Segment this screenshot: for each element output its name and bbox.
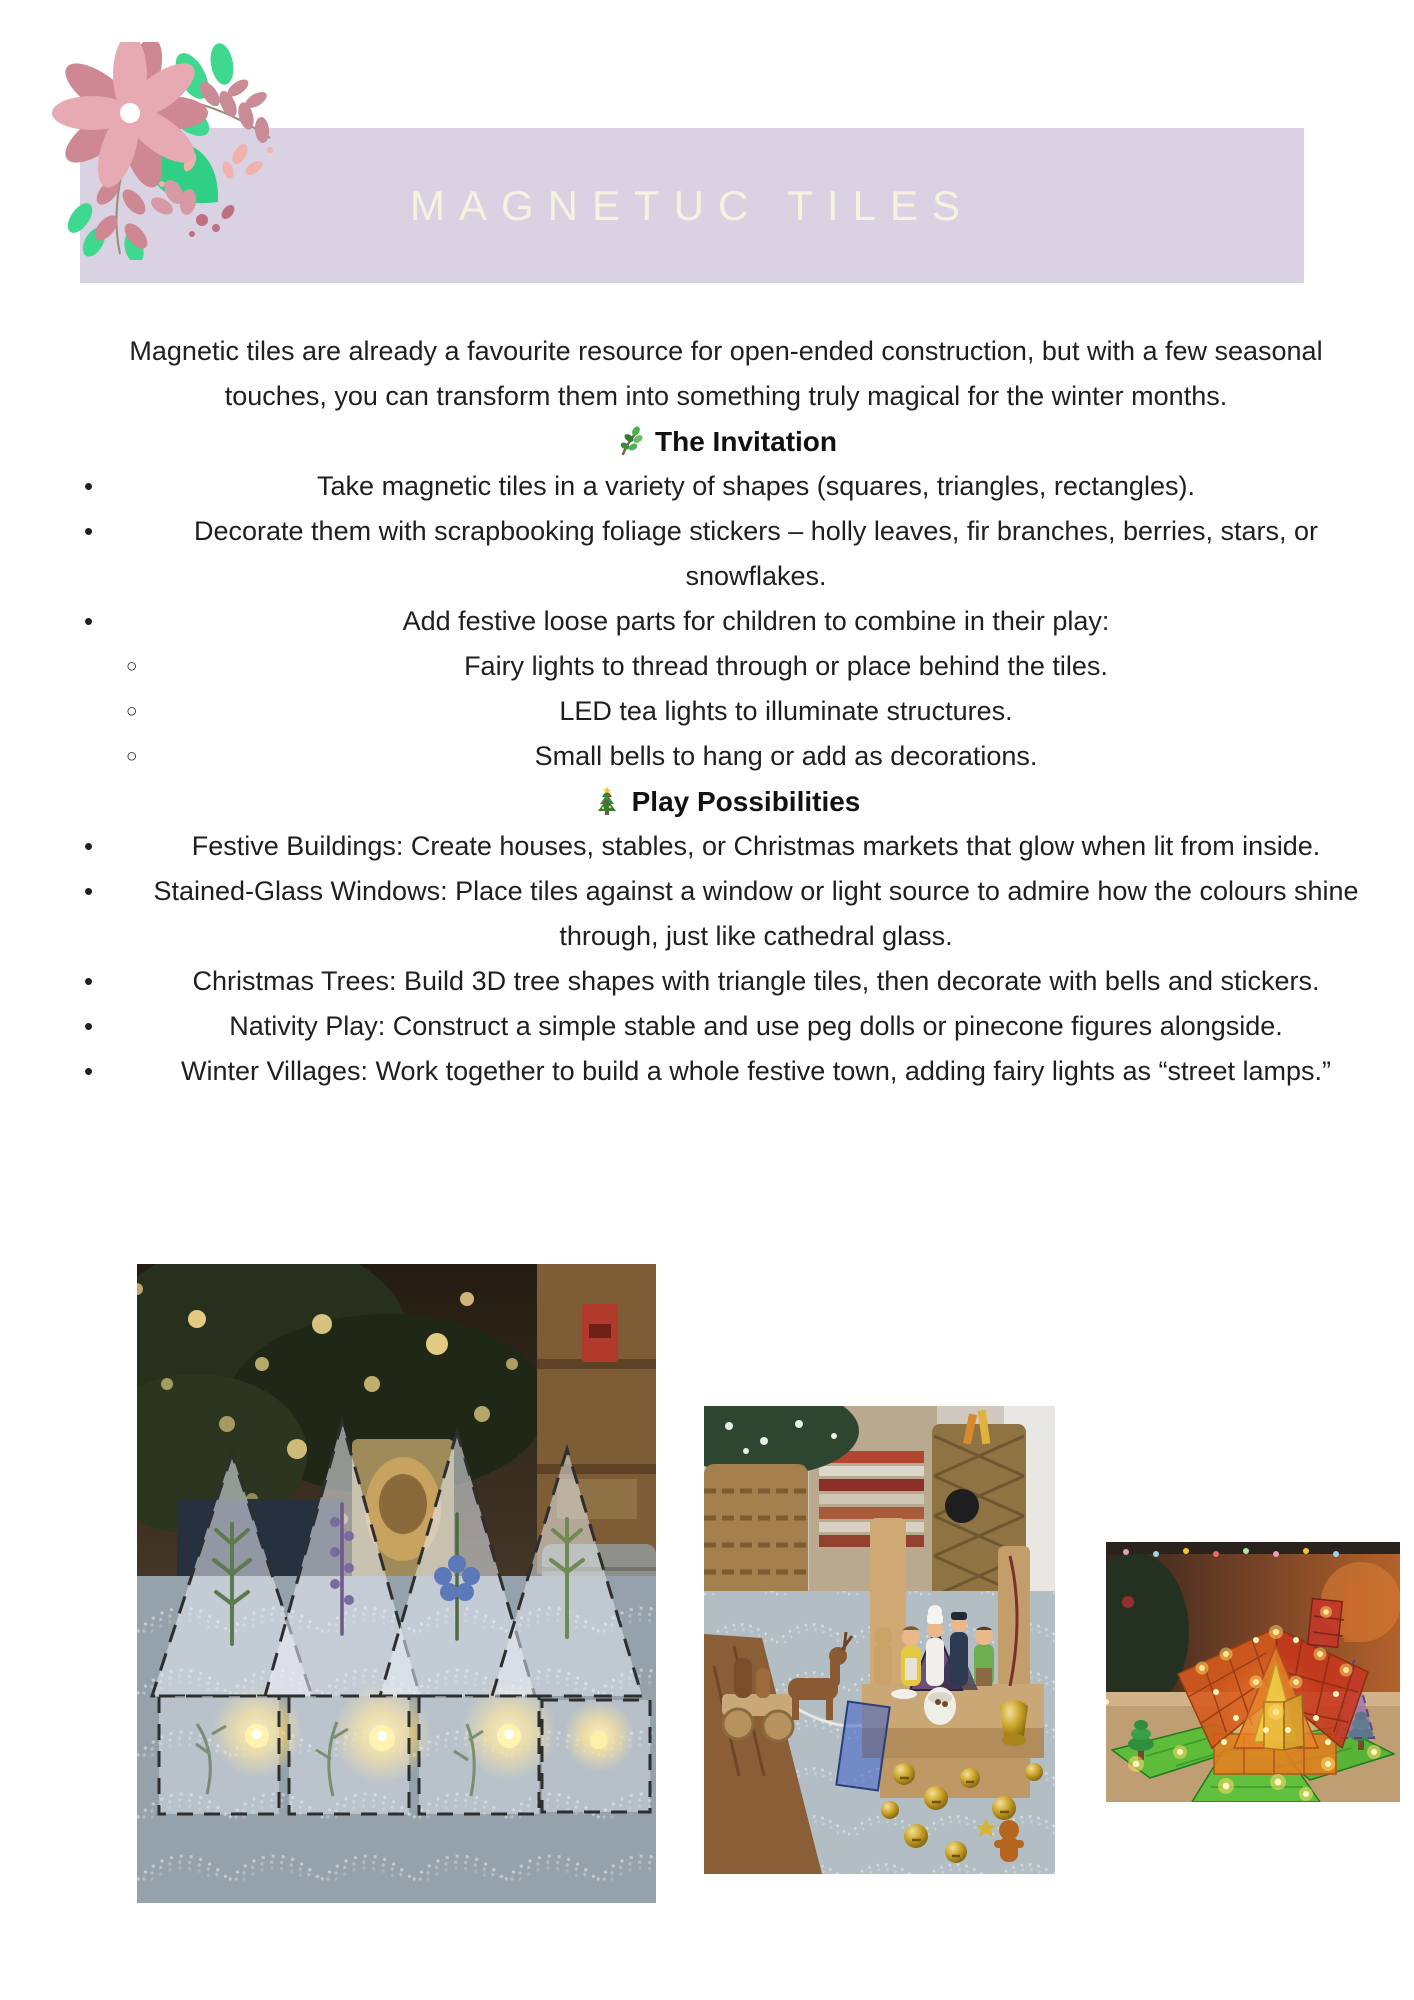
photo-glowing-tile-house bbox=[1106, 1542, 1400, 1802]
bullet-marker: • bbox=[84, 516, 94, 546]
intro-paragraph: Magnetic tiles are already a favourite resource for open-ended construction, but with a few seasonal touches, you can transform them into something truly magical for the winter months. bbox=[129, 336, 1323, 411]
body-text bbox=[80, 283, 1372, 1094]
herb-sprig-icon bbox=[615, 426, 645, 456]
list-item bbox=[80, 1049, 1372, 1094]
section-heading-text: The Invitation bbox=[655, 426, 837, 457]
bullet-marker: • bbox=[84, 1011, 94, 1041]
list-item bbox=[80, 869, 1372, 959]
list-item bbox=[80, 644, 1372, 689]
list-item bbox=[80, 734, 1372, 779]
list-item-text: Stained-Glass Windows: Place tiles against a window or light source to admire how the colours shine through, just like cathedral glass. bbox=[153, 876, 1359, 951]
list-item-text: Decorate them with scrapbooking foliage stickers – holly leaves, fir branches, berries, stars, or snowflakes. bbox=[194, 516, 1318, 591]
section-heading-play-possibilities bbox=[80, 779, 1372, 824]
list-item-text: Add festive loose parts for children to combine in their play: bbox=[402, 606, 1110, 636]
list-item-text: Winter Villages: Work together to build a whole festive town, adding fairy lights as “street lamps.” bbox=[180, 1056, 1332, 1086]
list-item bbox=[80, 689, 1372, 734]
list-item-text: Festive Buildings: Create houses, stables, or Christmas markets that glow when lit from inside. bbox=[191, 831, 1321, 861]
list-item bbox=[80, 824, 1372, 869]
list-item-text: Small bells to hang or add as decorations. bbox=[534, 741, 1038, 771]
list-item-text: LED tea lights to illuminate structures. bbox=[559, 696, 1013, 726]
bullet-marker: • bbox=[84, 606, 94, 636]
bullet-marker: • bbox=[84, 471, 94, 501]
list-item-text: Fairy lights to thread through or place behind the tiles. bbox=[464, 651, 1108, 681]
photo-pressed-flower-tiles bbox=[137, 1264, 656, 1903]
page-title: MAGNETUC TILES bbox=[410, 181, 974, 229]
section-heading-invitation bbox=[80, 419, 1372, 464]
photo-block-nativity-bells bbox=[704, 1406, 1055, 1874]
list-item bbox=[80, 464, 1372, 509]
list-item-text: Take magnetic tiles in a variety of shapes (squares, triangles, rectangles). bbox=[317, 471, 1195, 501]
list-item bbox=[80, 509, 1372, 599]
list-item-text: Nativity Play: Construct a simple stable and use peg dolls or pinecone figures alongside. bbox=[229, 1011, 1283, 1041]
circle-marker: ○ bbox=[126, 746, 138, 767]
list-item bbox=[80, 1004, 1372, 1049]
bullet-marker: • bbox=[84, 831, 94, 861]
list-item-text: Christmas Trees: Build 3D tree shapes with triangle tiles, then decorate with bells and stickers. bbox=[192, 966, 1320, 996]
list-item bbox=[80, 599, 1372, 644]
christmas-tree-icon bbox=[592, 786, 622, 816]
floral-corner-decoration bbox=[42, 42, 282, 260]
circle-marker: ○ bbox=[126, 656, 138, 677]
list-item bbox=[80, 959, 1372, 1004]
section-heading-text: Play Possibilities bbox=[631, 786, 861, 817]
bullet-marker: • bbox=[84, 966, 94, 996]
bullet-marker: • bbox=[84, 876, 94, 906]
bullet-marker: • bbox=[84, 1056, 94, 1086]
circle-marker: ○ bbox=[126, 701, 138, 722]
